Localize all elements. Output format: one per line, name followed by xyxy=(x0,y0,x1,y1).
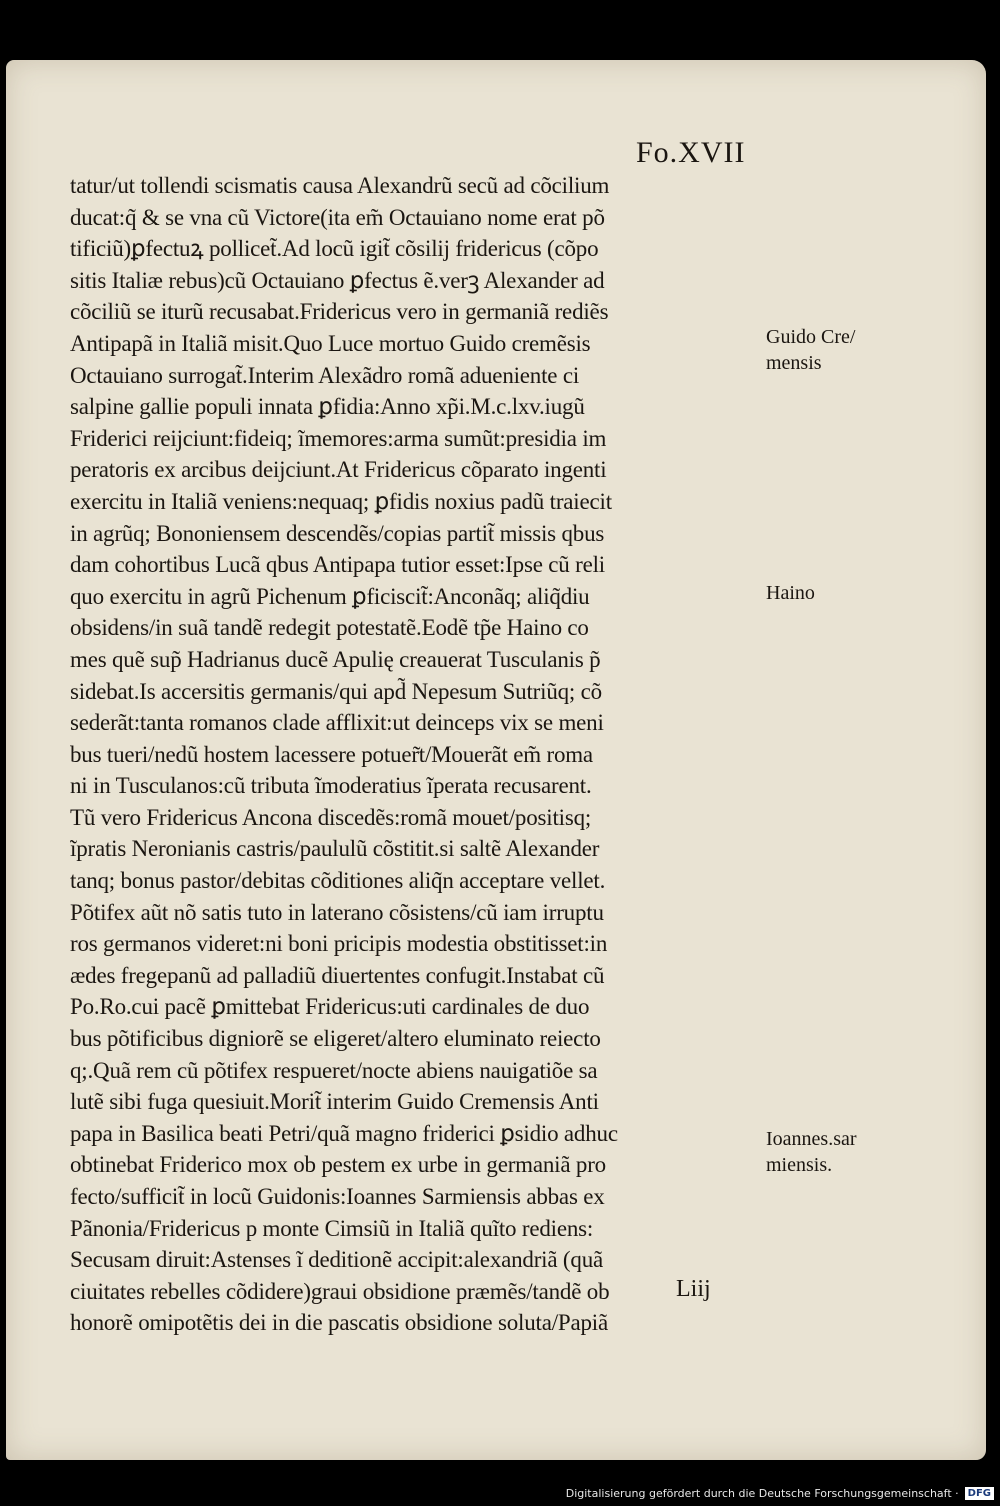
text-line: Friderici reijciunt:fideiq; ĩmemores:arma sumũt:presidia im xyxy=(70,425,607,451)
text-line: q;.Quã rem cũ põtifex respueret/nocte abiens nauigatiõe sa xyxy=(70,1057,598,1083)
text-line: in agrũq; Bononiensem descendẽs/copias partit̃ missis qbus xyxy=(70,520,605,546)
text-line: ni in Tusculanos:cũ tributa ĩmoderatius ĩperata recusarent. xyxy=(70,773,592,799)
text-line: fecto/sufficit̃ in locũ Guidonis:Ioannes Sarmiensis abbas ex xyxy=(70,1184,605,1209)
marginal-note-guido-2: mensis xyxy=(766,352,822,374)
text-line: honorẽ omipotẽtis dei in die pascatis obsidione soluta/Papiã xyxy=(70,1310,608,1336)
text-line: tanq; bonus pastor/debitas cõditiones aliq̃n acceptare vellet. xyxy=(70,868,606,894)
signature-mark: Liij xyxy=(676,1276,711,1302)
text-line: cõciliũ se iturũ recusabat.Fridericus vero in germaniã rediẽs xyxy=(70,299,609,325)
text-line: lutẽ sibi fuga quesiuit.Morit̃ interim Guido Cremensis Anti xyxy=(70,1089,599,1115)
text-line: ædes fregepanũ ad palladiũ diuertentes confugit.Instabat cũ xyxy=(70,962,605,988)
text-line: Põtifex aũt nõ satis tuto in laterano cõsistens/cũ iam irruptu xyxy=(70,899,604,925)
marginal-note-haino: Haino xyxy=(766,582,815,604)
marginal-note-guido-1: Guido Cre/ xyxy=(766,326,856,348)
text-line: salpine gallie populi innata ꝑfidia:Anno xp̃i.M.c.lxv.iugũ xyxy=(70,394,585,420)
text-line: Tũ vero Fridericus Ancona discedẽs:romã mouet/positisq; xyxy=(70,804,592,830)
text-line: sitis Italiæ rebus)cũ Octauiano ꝑfectus ẽ.verꝫ Alexander ad xyxy=(70,267,605,293)
text-line: obsidens/in suã tandẽ redegit potestatẽ.Eodẽ tp̃e Haino co xyxy=(70,615,589,641)
text-line: sidebat.Is accersitis germanis/qui apd̃ Nepesum Sutriũq; cõ xyxy=(70,678,602,704)
text-line: sederãt:tanta romanos clade afflixit:ut deinceps vix se meni xyxy=(70,710,604,736)
text-line: mes quẽ sup̃ Hadrianus ducẽ Apulię creauerat Tusculanis p̃ xyxy=(70,646,601,672)
marginal-note-ioannes-2: miensis. xyxy=(766,1154,833,1176)
text-line: ducat:q̃ & se vna cũ Victore(ita em̃ Octauiano nome erat põ xyxy=(70,204,605,230)
text-line: Pãnonia/Fridericus p monte Cimsiũ in Italiã quĩto rediens: xyxy=(70,1215,594,1241)
text-line: tificiũ)ꝑfectuꝝ pollicet̃.Ad locũ igit̃ cõsilij fridericus (cõpo xyxy=(70,236,599,262)
text-line: Secusam diruit:Astenses ĩ deditionẽ accipit:alexandriã (quã xyxy=(70,1247,604,1273)
text-line: ĩpratis Neronianis castris/paululũ cõstitit.si saltẽ Alexander xyxy=(70,836,600,862)
text-line: bus tueri/nedũ hostem lacessere potuer̃t/Mouerãt em̃ roma xyxy=(70,741,593,767)
text-line: obtinebat Friderico mox ob pestem ex urbe in germaniã pro xyxy=(70,1152,606,1178)
dfg-logo: DFG xyxy=(965,1487,994,1500)
body-text xyxy=(70,170,770,1339)
text-line: dam cohortibus Lucã qbus Antipapa tutior esset:Ipse cũ reli xyxy=(70,552,605,578)
text-line: papa in Basilica beati Petri/quã magno friderici ꝑsidio adhuc xyxy=(70,1120,618,1146)
text-line: tatur/ut tollendi scismatis causa Alexandrũ secũ ad cõcilium xyxy=(70,173,610,198)
text-line: Antipapã in Italiã misit.Quo Luce mortuo Guido cremẽsis xyxy=(70,330,591,356)
text-line: exercitu in Italiã veniens:nequaq; ꝑfidis noxius padũ traiecit xyxy=(70,488,612,514)
footer-credit xyxy=(566,1482,994,1504)
text-line: Po.Ro.cui pacẽ ꝑmittebat Fridericus:uti cardinales de duo xyxy=(70,994,590,1020)
folio-number: Fo.XVII xyxy=(636,136,746,169)
footer-text: Digitalisierung gefördert durch die Deutsche Forschungsgemeinschaft · xyxy=(565,1486,959,1500)
text-line: ciuitates rebelles cõdidere)graui obsidione præmẽs/tandẽ ob xyxy=(70,1278,610,1304)
text-line: ros germanos videret:ni boni pricipis modestia obstitisset:in xyxy=(70,931,608,957)
text-line: bus põtificibus digniorẽ se eligeret/altero eluminato reiecto xyxy=(70,1026,601,1052)
text-line: peratoris ex arcibus deijciunt.At Fridericus cõparato ingenti xyxy=(70,457,607,483)
marginal-note-ioannes-1: Ioannes.sar xyxy=(766,1128,857,1150)
text-line: Octauiano surrogat̃.Interim Alexãdro romã adueniente ci xyxy=(70,362,580,388)
text-line: quo exercitu in agrũ Pichenum ꝑficiscit̃:Anconãq; aliq̃diu xyxy=(70,583,590,609)
